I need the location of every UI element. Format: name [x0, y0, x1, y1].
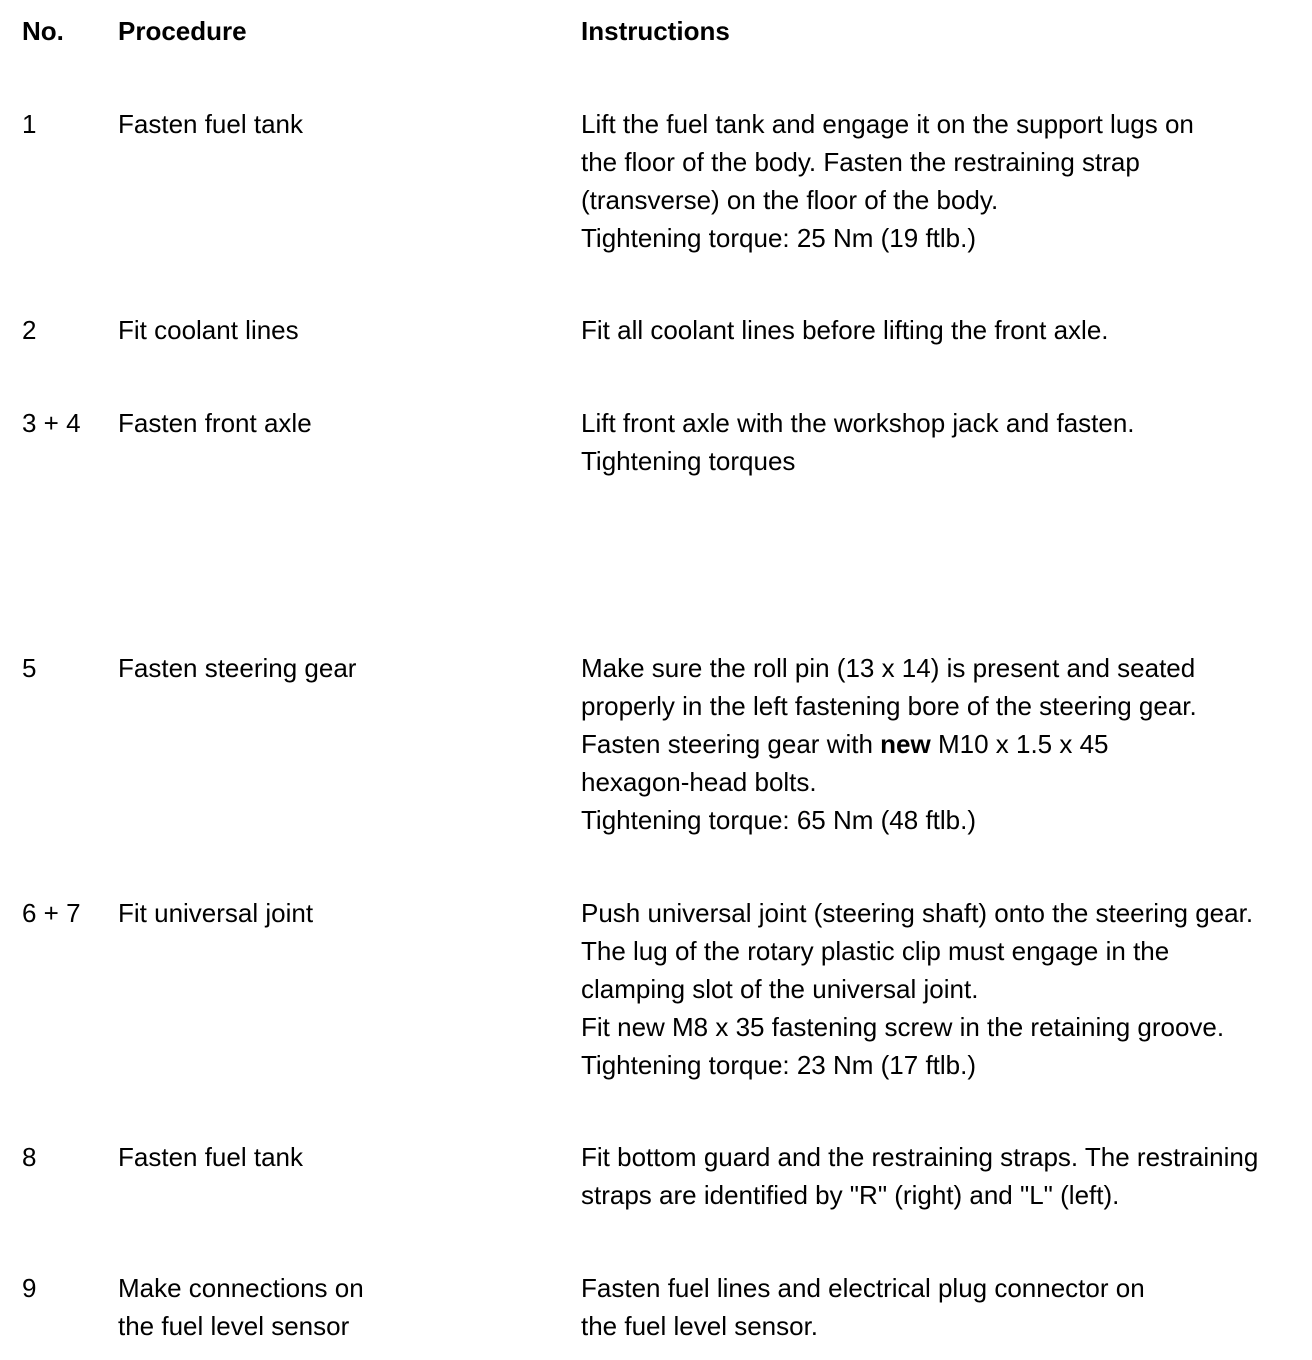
row-number: 8 — [22, 1142, 37, 1172]
instruction-line: Tightening torque: 65 Nm (48 ftlb.) — [581, 805, 977, 835]
instruction-emphasis: new — [880, 729, 931, 759]
instruction-line: hexagon-head bolts. — [581, 767, 817, 797]
instruction-line: straps are identified by "R" (right) and "L" (left). — [581, 1180, 1120, 1210]
row-number: 5 — [22, 653, 37, 683]
instruction-text: Fasten steering gear with — [581, 729, 881, 759]
instruction-line: properly in the left fastening bore of the steering gear. — [581, 691, 1197, 721]
row-procedure — [118, 105, 303, 143]
header-instructions: Instructions — [581, 16, 730, 46]
instruction-line: The lug of the rotary plastic clip must engage in the — [581, 936, 1170, 966]
instruction-line: Tightening torques — [581, 446, 796, 476]
row-procedure — [118, 1269, 364, 1345]
row-instructions — [581, 649, 1197, 839]
procedure-line: Fasten fuel tank — [118, 109, 303, 139]
row-procedure — [118, 404, 312, 442]
procedure-line: Fasten front axle — [118, 408, 312, 438]
row-procedure — [118, 311, 299, 349]
row-instructions — [581, 1269, 1145, 1345]
procedure-line: Fit coolant lines — [118, 315, 299, 345]
header-procedure: Procedure — [118, 16, 247, 46]
instruction-line: Lift front axle with the workshop jack and fasten. — [581, 408, 1135, 438]
row-procedure — [118, 1138, 303, 1176]
row-procedure — [118, 649, 356, 687]
instruction-line — [581, 725, 1197, 763]
row-number: 6 + 7 — [22, 898, 81, 928]
instruction-line: Fasten fuel lines and electrical plug connector on — [581, 1273, 1145, 1303]
instruction-text: M10 x 1.5 x 45 — [930, 729, 1109, 759]
row-number: 2 — [22, 315, 37, 345]
row-instructions — [581, 404, 1135, 480]
row-number: 1 — [22, 109, 37, 139]
row-number: 3 + 4 — [22, 408, 81, 438]
instruction-line: Fit new M8 x 35 fastening screw in the retaining groove. — [581, 1012, 1225, 1042]
procedure-line: Fasten fuel tank — [118, 1142, 303, 1172]
row-instructions — [581, 105, 1194, 257]
instruction-line: Tightening torque: 23 Nm (17 ftlb.) — [581, 1050, 977, 1080]
instruction-line: the fuel level sensor. — [581, 1311, 819, 1341]
header-no: No. — [22, 16, 64, 46]
procedure-line: the fuel level sensor — [118, 1311, 350, 1341]
instruction-line: clamping slot of the universal joint. — [581, 974, 979, 1004]
row-instructions — [581, 311, 1109, 349]
instruction-line: Fit all coolant lines before lifting the front axle. — [581, 315, 1109, 345]
row-number: 9 — [22, 1273, 37, 1303]
instruction-line: (transverse) on the floor of the body. — [581, 185, 999, 215]
procedure-line: Fasten steering gear — [118, 653, 357, 683]
row-procedure — [118, 894, 313, 932]
instruction-line: the floor of the body. Fasten the restraining strap — [581, 147, 1140, 177]
instruction-line: Lift the fuel tank and engage it on the support lugs on — [581, 109, 1194, 139]
instruction-line: Make sure the roll pin (13 x 14) is present and seated — [581, 653, 1196, 683]
instruction-line: Push universal joint (steering shaft) onto the steering gear. — [581, 898, 1254, 928]
instruction-line: Fit bottom guard and the restraining straps. The restraining — [581, 1142, 1259, 1172]
procedure-line: Fit universal joint — [118, 898, 314, 928]
row-instructions — [581, 894, 1253, 1084]
procedure-line: Make connections on — [118, 1273, 364, 1303]
row-instructions — [581, 1138, 1258, 1214]
instruction-line: Tightening torque: 25 Nm (19 ftlb.) — [581, 223, 977, 253]
